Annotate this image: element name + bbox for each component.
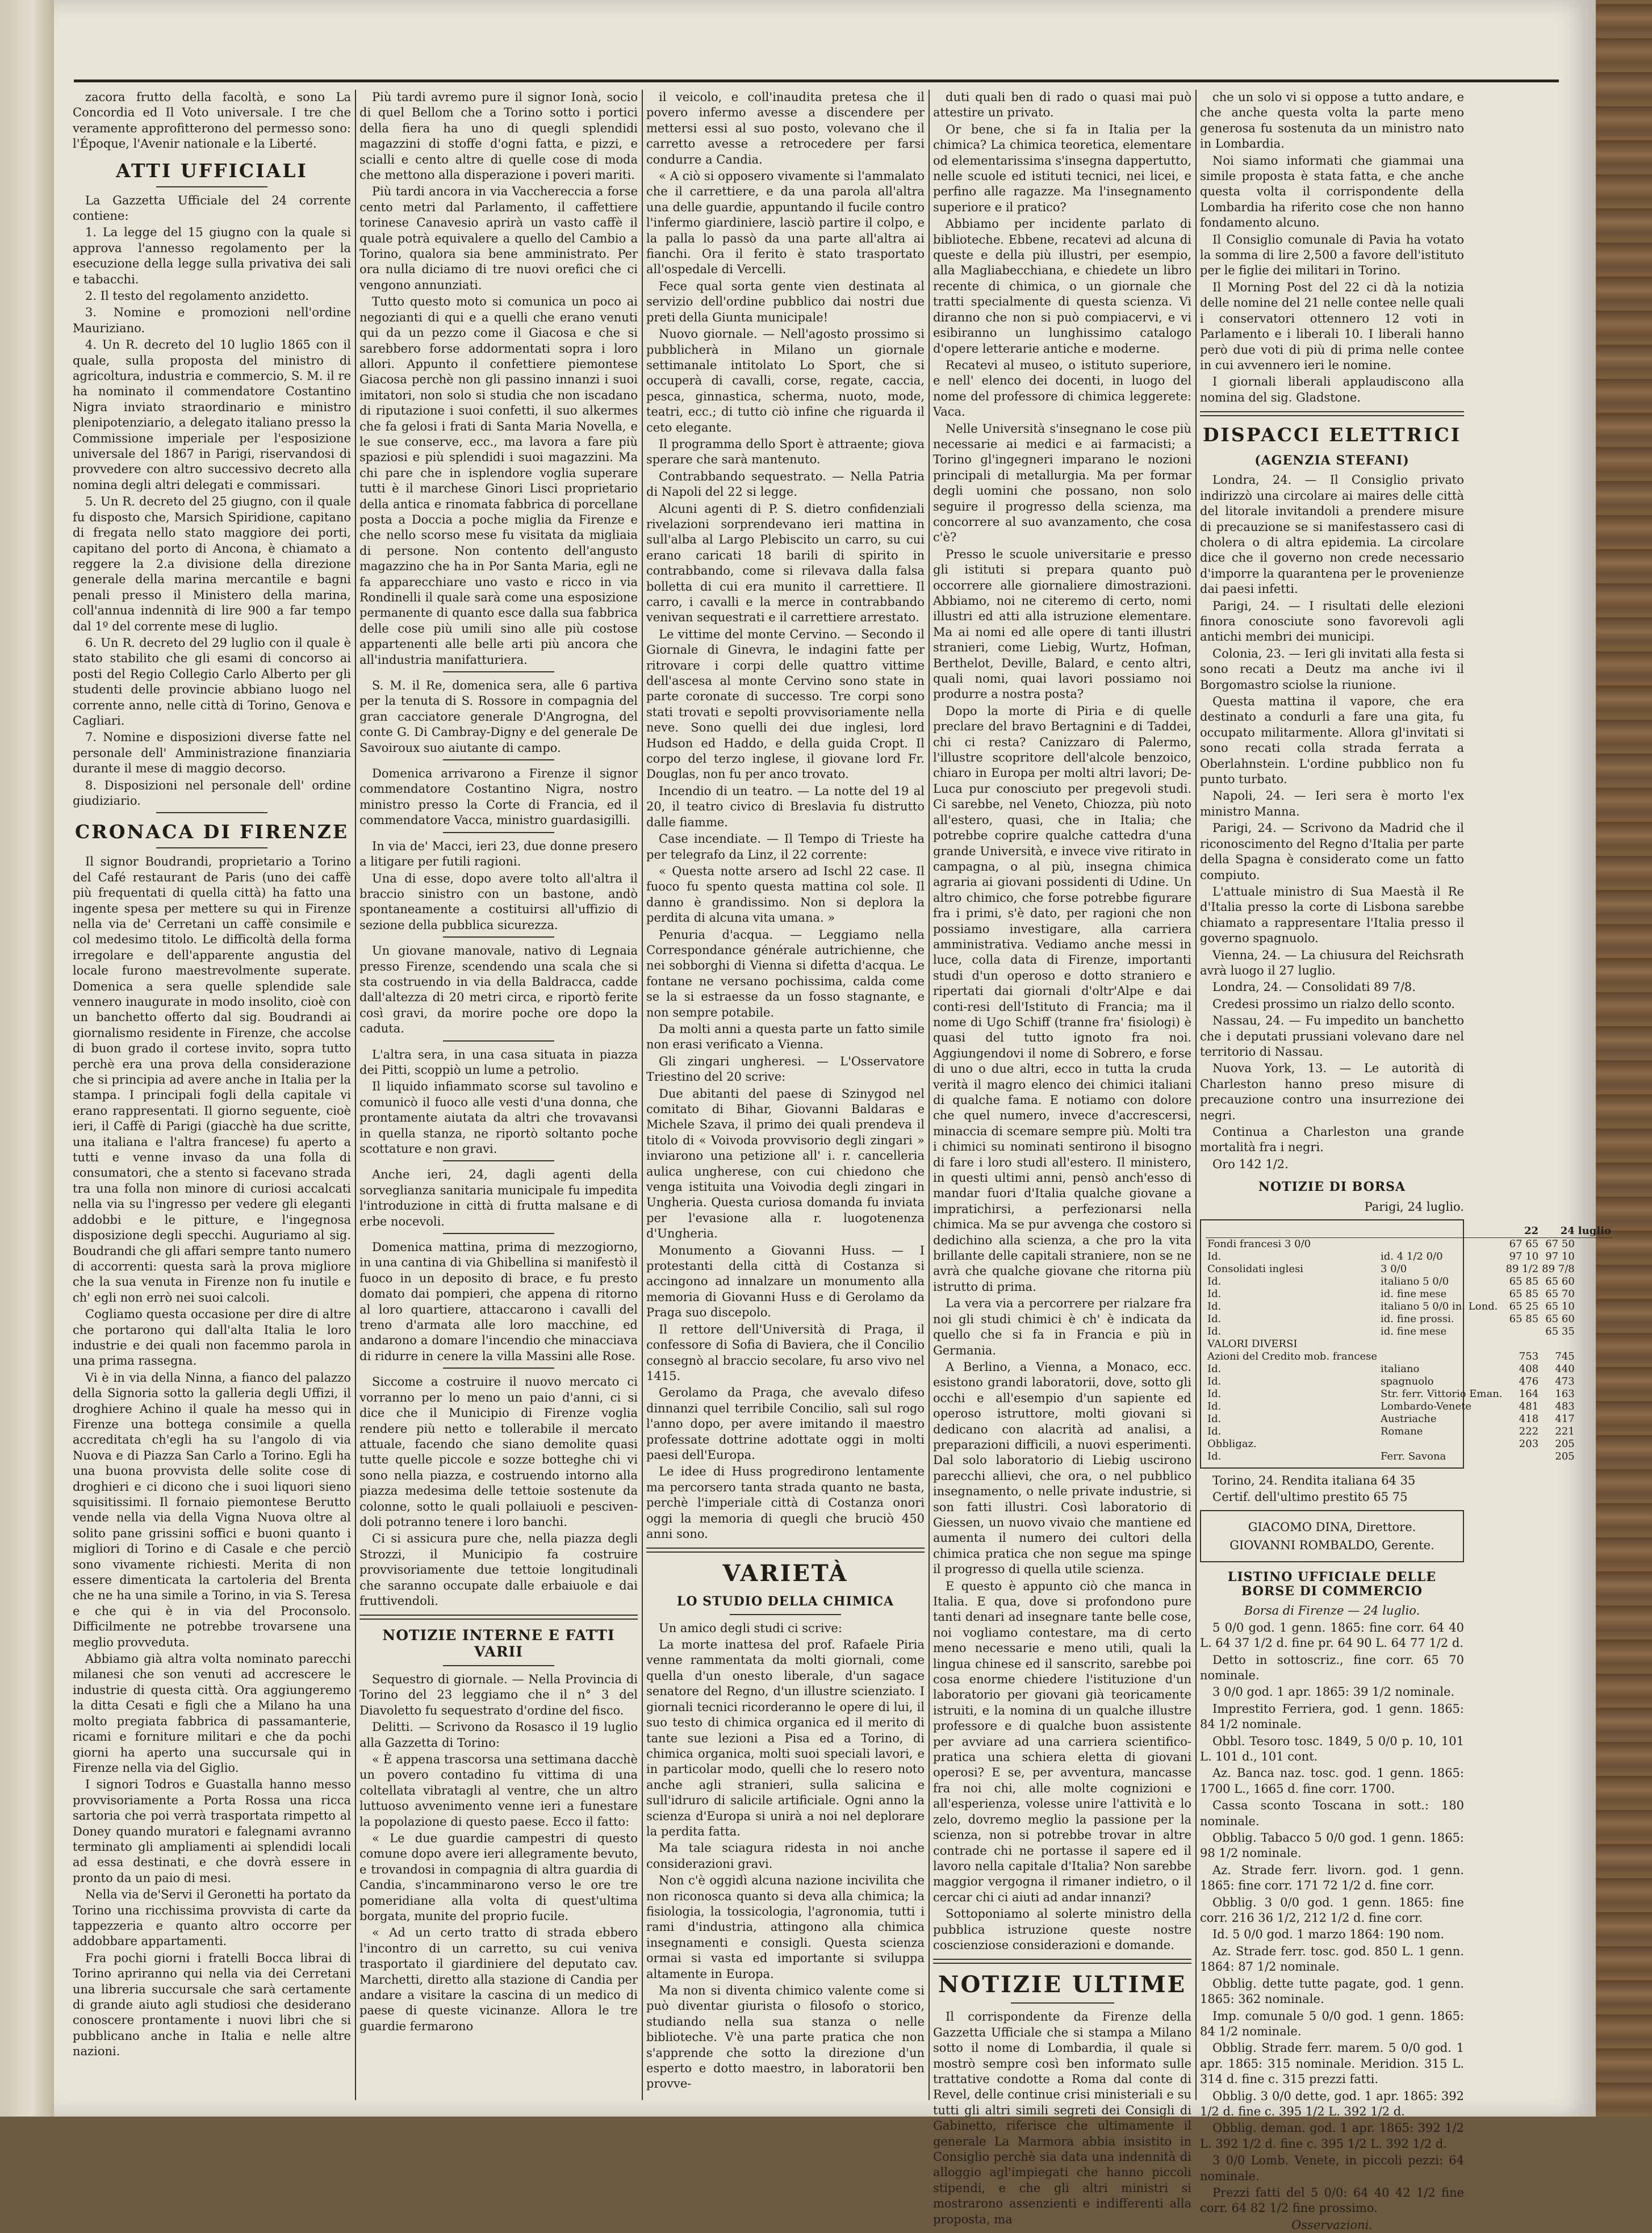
col3-paragraph: Gerolamo da Praga, che avevalo difeso dinnanzi quel terribile Concilio, salì sul rogo l'anno dopo, per avere imitando il maestro professate dottrine adottate oggi in molti paesi dell'Europa. (646, 1386, 925, 1462)
col5-paragraph: Noi siamo informati che giammai una simile proposta è stata fatta, e che anche questa volta il corrispondente della Lombardia ha riferito cose che non hanno fondamento alcuno. (1200, 153, 1464, 230)
borsa-cell: Id. (1207, 1250, 1222, 1262)
col3-paragraph: Gli zingari ungheresi. — L'Osservatore Triestino del 20 scrive: (646, 1054, 925, 1084)
section-double-rule (1200, 411, 1464, 416)
borsa-cell: 65 60 (1545, 1312, 1575, 1325)
borsa-cell: 65 25 (1509, 1300, 1539, 1312)
col4-paragraph: duti quali ben di rado o quasi mai può attestire un privato. (933, 90, 1191, 120)
borsa-row (1206, 1388, 1613, 1400)
torino-certificati: Certif. dell'ultimo prestito 65 75 (1212, 1490, 1408, 1504)
separator-rule (443, 1040, 554, 1042)
atti-item: 6. Un R. decreto del 29 luglio con il quale è stato stabilito che gli esami di concorso ai posti del Regio Collegio Carlo Alberto per gli studenti delle provincie abbiano luogo nel corrente anno, nelle città di Torino, Genova e Cagliari. (73, 635, 351, 727)
borsa-cell: Id. (1207, 1400, 1222, 1412)
listino-line: 5 0/0 god. 1 genn. 1865: fine corr. 64 40 L. 64 37 1/2 d. fine pr. 64 90 L. 64 77 1/2 d. (1200, 1620, 1464, 1650)
borsa-cell: 417 (1555, 1412, 1575, 1425)
heading-rule (730, 1614, 841, 1615)
atti-item: 3. Nomine e promozioni nell'ordine Mauriziano. (73, 306, 351, 335)
heading-rule (156, 186, 267, 187)
col2-paragraph: In via de' Macci, ieri 23, due donne presero a litigare per futili ragioni. (359, 839, 638, 869)
separator-rule (443, 936, 554, 938)
heading-rule (156, 847, 267, 848)
cronaca-paragraph: Fra pochi giorni i fratelli Bocca librai di Torino apriranno qui nella via dei Cerretani una libreria succursale che sarà certamente di grande aiuto agli studiosi che desiderano conoscere prontamente i nuovi libri che si pubblicano anche in Italia e nelle altre nazioni. (73, 1951, 351, 2059)
col3-paragraph: Monumento a Giovanni Huss. — I protestanti della città di Costanza si accingono ad innalzare un monumento alla memoria di Giovanni Huss e di Gerolamo da Praga suo discepolo. (646, 1243, 925, 1320)
col3-paragraph: Alcuni agenti di P. S. dietro confidenziali rivelazioni sorprendevano ieri mattina in sull'alba al Largo Plebiscito un carro, su cui erano caricati 18 barili di spirito in contrabbando, come si rilevava dalla falsa bolletta di cui era munito il carrettiere. Il carro, i cavalli e la merce in contrabbando venivan sequestrati e il carrettiere arrestato. (646, 501, 925, 625)
borsa-cell: 65 70 (1545, 1287, 1575, 1300)
col3-paragraph: « A ciò si opposero vivamente si l'ammalato che il carrettiere, e da una parola all'altra una delle guardie, appuntando il fucile contro l'infermo giardiniere, lasciò partire il colpo, e la palla lo passò da una parte all'altra ai fianchi. Ora il ferito è stato trasportato all'ospedale di Vercelli. (646, 169, 925, 277)
borsa-cell: 440 (1555, 1362, 1575, 1375)
cronaca-paragraph: I signori Todros e Guastalla hanno messo provvisoriamente a Porta Rossa una ricca sartoria che poi verrà trasportata rimpetto al Doney quando muratori e falegnami avranno terminato gli ampliamenti ai splendidi locali ad essa destinati, e che dovrà essere in pronto da un paio di mesi. (73, 1778, 351, 1885)
borsa-cell: id. fine mese (1381, 1287, 1447, 1300)
borsa-box (1200, 1219, 1611, 1469)
section-rule (156, 812, 267, 813)
column-divider (929, 90, 930, 2100)
col2-paragraph: Ci si assicura pure che, nella piazza degli Strozzi, il Municipio fa costruire provvisoriamente due tettoie longitudinali che saranno occupate dalle erbaiuole e dai fruttivendoli. (359, 1532, 638, 1608)
col2-paragraph: Siccome a costruire il nuovo mercato ci vorranno per lo meno un paio d'anni, ci si dice che il Municipio di Firenze voglia rendere più netto e tollerabile il mercato attuale, facendo che siano demolite quasi tutte quelle piccole e sozze botteghe chi vi sono nella piazza, e costruendo intorno alla piazza medesima delle tettoie sostenute da colonne, sotto le quali pollaiuoli e pescivendoli potranno tenere i loro banchi. (359, 1375, 638, 1529)
borsa-cell (1379, 1237, 1504, 1251)
atti-item: 8. Disposizioni nel personale dell' ordine giudiziario. (73, 778, 351, 808)
borsa-cell (1540, 1338, 1576, 1350)
borsa-cell: Id. (1207, 1275, 1222, 1287)
borsa-cell: Id. (1207, 1300, 1222, 1312)
listino-line: 3 0/0 god. 1 apr. 1865: 39 1/2 nominale. (1212, 1685, 1455, 1699)
notizie-paragraph: « Le due guardie campestri di questo comune dopo avere ieri allegramente bevuto, e trovandosi in compagnia di altra guardia di Candia, s'incamminarono verso le ore tre pomeridiane alla volta di quest'ultima borgata, munite del proprio fucile. (359, 1831, 638, 1923)
dispaccio: Questa mattina il vapore, che era destinato a condurli a fare una gita, fu occupato militarmente. Allora gl'invitati si sono recati colla strada ferrata a Oberlahnstein. L'ordine pubblico non fu punto turbato. (1200, 695, 1464, 787)
dispaccio: Nuova York, 13. — Le autorità di Charleston hanno preso misure di precauzione contro una insurrezione dei negri. (1200, 1061, 1464, 1122)
section-double-rule (359, 1615, 638, 1620)
col3-paragraph: Contrabbando sequestrato. — Nella Patria di Napoli del 22 si legge. (646, 469, 925, 499)
notizie-paragraph: Sequestro di giornale. — Nella Provincia di Torino del 23 leggiamo che il n° 3 del Diavoletto fu sequestrato d'ordine del fisco. (359, 1672, 638, 1717)
col2-paragraph: Anche ieri, 24, dagli agenti della sorveglianza sanitaria municipale fu impedita l'introduzione in città di frutta malsane e di erbe nocevoli. (359, 1168, 638, 1228)
atti-ufficiali-heading: ATTI UFFICIALI (116, 159, 308, 182)
borsa-cell: 205 (1555, 1437, 1575, 1450)
borsa-cell: 89 7/8 (1542, 1262, 1575, 1275)
col3-paragraph: Le idee di Huss progredirono lentamente ma percorsero tanta strada quanto ne basta, perchè l'imperiale città di Costanza onori oggi la memoria di quegli che bruciò 450 anni sono. (646, 1465, 925, 1541)
col3-paragraph: Un amico degli studi ci scrive: (659, 1621, 842, 1635)
borsa-cell: id. fine prossi. (1381, 1312, 1454, 1325)
borsa-cell: 221 (1555, 1425, 1575, 1437)
borsa-cell: italiano 5 0/0 (1381, 1275, 1449, 1287)
column-divider (1195, 90, 1197, 2100)
col3-paragraph: Il programma dello Sport è attraente; giova sperare che sarà mantenuto. (646, 437, 925, 467)
top-rule (74, 80, 1559, 82)
col3-paragraph: Case incendiate. — Il Tempo di Trieste ha per telegrafo da Linz, il 22 corrente: (646, 832, 925, 862)
col4-paragraph: A Berlino, a Vienna, a Monaco, ecc. esistono grandi laboratorii, dove, sotto gli occhi e all'esempio d'un sapiente ed operoso istruttore, molti giovani si dedicano con alacrità ad analisi, a preparazioni difficili, a nuovi esperimenti. Dal solo laboratorio di Liebig uscirono parecchi allievi, che ora, o nel pubblico insegnamento, o nelle private industrie, si son fatti illustri. Così laboratorio di Giessen, un nuovo vivaio che mantiene ed aumenta il numero dei cultori della chimica pratica che non segue ma spinge il progresso di quella utile scienza. (933, 1360, 1191, 1577)
borsa-header-row (1206, 1225, 1613, 1238)
atti-item: 4. Un R. decreto del 10 luglio 1865 con il quale, sulla proposta del ministro di agricoltura, industria e commercio, S. M. il re ha nominato il commendatore Costantino Nigra inviato straordinario e ministro plenipotenziario, a delegato italiano presso la Commissione imperiale per l'esposizione universale del 1867 in Parigi, riservandosi di provvedere con altro successivo decreto alla nomina degli altri delegati e commissari. (73, 338, 351, 492)
column-5 (1200, 90, 1611, 2232)
listino-line: Obblig. 3 0/0 god. 1 genn. 1865: fine corr. 216 36 1/2, 212 1/2 d. fine corr. (1200, 1895, 1464, 1925)
borsa-cell: 163 (1555, 1387, 1575, 1400)
borsa-row (1206, 1425, 1613, 1438)
borsa-cell: Id. (1207, 1287, 1222, 1300)
borsa-cell: 65 85 (1509, 1312, 1539, 1325)
col2-paragraph: L'altra sera, in una casa situata in piazza dei Pitti, scoppiò un lume a petrolio. (359, 1047, 638, 1077)
listino-line: Az. Banca naz. tosc. god. 1 genn. 1865: 1700 L., 1665 d. fine corr. 1700. (1200, 1766, 1464, 1796)
borsa-cell: 65 60 (1545, 1275, 1575, 1287)
separator-rule (443, 1160, 554, 1161)
borsa-cell: 65 10 (1545, 1300, 1575, 1312)
col3-paragraph: Ma tale sciagura ridesta in noi anche considerazioni gravi. (646, 1841, 925, 1871)
col2-paragraph: Domenica arrivarono a Firenze il signor commendatore Costantino Nigra, nostro ministro presso la Corte di Francia, ed il commendatore Vacca, ministro guardasigilli. (359, 767, 638, 827)
borsa-header-cell (1379, 1225, 1504, 1238)
borsa-row (1206, 1450, 1613, 1463)
listino-line: Obblig. Strade ferr. marem. 5 0/0 god. 1 apr. 1865: 315 nominale. Meridion. 315 L. 314 d. fine c. 315 prezzi fatti. (1200, 2041, 1464, 2086)
heading-rule (443, 1665, 554, 1666)
borsa-cell: Lombardo-Venete (1381, 1400, 1471, 1412)
borsa-row (1206, 1263, 1613, 1276)
borsa-cell: Romane (1381, 1425, 1423, 1437)
dispaccio: Colonia, 23. — Ieri gli invitati alla festa si sono recati a Deutz ma anche ivi il Borgomastro sciolse la riunione. (1200, 646, 1464, 692)
borsa-row (1206, 1251, 1613, 1263)
borsa-cell: 65 85 (1509, 1287, 1539, 1300)
col3-paragraph: Penuria d'acqua. — Leggiamo nella Correspondance générale autrichienne, che nei sobborghi di Vienna si difetta d'acqua. Le fontane ne versano pochissima, calda come se la si estraesse da un fosso stagnante, e non sempre potabile. (646, 927, 925, 1019)
borsa-cell: Id. (1207, 1387, 1222, 1400)
borsa-cell: 481 (1519, 1400, 1539, 1412)
notizie-paragraph: « È appena trascorsa una settimana dacchè un povero contadino fu vittima di una coltellata vibratagli al ventre, che un altro luttuoso avvenimento venne ieri a funestare la popolazione di questo paese. Ecco il fatto: (359, 1752, 638, 1829)
col5-paragraph: I giornali liberali applaudiscono alla nomina del sig. Gladstone. (1200, 375, 1464, 404)
borsa-cell: Consolidati inglesi (1207, 1262, 1304, 1275)
listino-line: Obblig. dette tutte pagate, god. 1 genn. 1865: 362 nominale. (1200, 1976, 1464, 2006)
heading-rule (1011, 2002, 1114, 2004)
atti-item: 7. Nomine e disposizioni diverse fatte nel personale dell' Amministrazione finanziaria durante il mese di maggio decorso. (73, 730, 351, 776)
borsa-cell (1504, 1338, 1541, 1350)
dispaccio: Continua a Charleston una grande mortalità fra i negri. (1200, 1125, 1464, 1155)
col4-paragraph: Il corrispondente da Firenze della Gazzetta Ufficiale che si stampa a Milano sotto il nome di Lombardia, il quale si mostrò sempre così ben informato sulle trattative condotte a Roma dal conte di Revel, delle continue crisi ministeriali e su tutti gli altri simili segreti dei Consigli di Gabinetto, riferisce che ultimamente il generale La Marmora abbia insistito in Consiglio perchè sia data una indennità di alloggio agl'impiegati che hanno piccoli stipendi, e che gli altri ministri si mostrarono assenzienti e indifferenti alla proposta, ma (933, 2010, 1191, 2226)
listino-heading: LISTINO UFFICIALE DELLE BORSE DI COMMERCIO (1227, 1569, 1437, 1599)
listino-line: Obblig. Tabacco 5 0/0 god. 1 genn. 1865: 98 1/2 nominale. (1200, 1831, 1464, 1860)
borsa-cell: italiano (1381, 1362, 1420, 1375)
listino-line: Imprestito Ferriera, god. 1 genn. 1865: 84 1/2 nominale. (1200, 1701, 1464, 1732)
col4-paragraph: La vera via a percorrere per rialzare fra noi gli studi chimici è ch' è indicata da quello che si fa in Francia e più in Germania. (933, 1297, 1191, 1357)
borsa-row (1206, 1413, 1613, 1425)
dispacci-heading: DISPACCI ELETTRICI (1202, 424, 1462, 446)
col2-paragraph: S. M. il Re, domenica sera, alle 6 partiva per la tenuta di S. Rossore in compagnia del gran cacciatore generale D'Angrogna, del conte G. Di Cambray-Digny e del generale De Savoiroux suo aiutante di campo. (359, 679, 638, 755)
atti-item: 5. Un R. decreto del 25 giugno, con il quale fu disposto che, Marsich Spiridione, capitano di fregata nello stato maggiore dei porti, capitano del porto di Ancona, è chiamato a reggere la 2.a divisione della direzione generale della marina mercantile e bagni penali presso il Ministero della marina, coll'annua indennità di lire 900 a far tempo dal 1º del corrente mese di luglio. (73, 495, 351, 633)
borsa-cell: Id. (1207, 1312, 1222, 1325)
column-2 (359, 90, 638, 2100)
borsa-cell (1379, 1350, 1504, 1363)
borsa-cell (1504, 1325, 1541, 1338)
cronaca-paragraph: Abbiamo già altra volta nominato parecchi milanesi che son venuti ad accrescere le industrie di questa città. Ora aggiungeremo la ditta Cesati e figli che a Milano ha una molto pregiata fabbrica di passamanterie, ricami e forniture militari e che da pochi giorni ha aperto una succursale qui in Firenze nella via del Giglio. (73, 1652, 351, 1775)
listino-line: 3 0/0 Lomb. Venete, in piccoli pezzi: 64 nominale. (1200, 2153, 1464, 2183)
borsa-cell: spagnuolo (1381, 1375, 1434, 1387)
column-divider (642, 90, 643, 2100)
atti-item: 2. Il testo del regolamento anzidetto. (85, 289, 309, 303)
col5-paragraph: che un solo vi si oppose a tutto andare, e che anche questa volta la parte meno generosa fu sostenuta da un ministro nato in Lombardia. (1200, 90, 1464, 151)
borsa-row (1206, 1237, 1613, 1251)
listino-line: Obblig. 3 0/0 dette, god. 1 apr. 1865: 392 1/2 d. fine c. 395 1/2 L. 392 1/2 d. (1200, 2089, 1464, 2118)
col3-paragraph: Le vittime del monte Cervino. — Secondo il Giornale di Ginevra, le indagini fatte per ritrovare i corpi delle quattro vittime dell'ascesa al monte Cervino sono state in parte coronate di successo. Tre corpi sono stati trovati e sepolti provvisoriamente nella neve. Sono quelli dei due inglesi, lord Hudson ed Haddo, e della guida Cropt. Il corpo del terzo inglese, il giovane lord Fr. Douglas, non fu per anco trovato. (646, 627, 925, 781)
listino-list (1200, 1620, 1464, 2217)
borsa-cell: Id. (1207, 1325, 1222, 1337)
borsa-row (1206, 1438, 1613, 1450)
borsa-row (1206, 1276, 1613, 1288)
torino-rendita: Torino, 24. Rendita italiana 64 35 (1212, 1473, 1416, 1487)
column-divider (355, 90, 356, 2100)
col5-paragraph: Il Morning Post del 22 ci dà la notizia delle nomine del 21 nelle contee nelle quali i conservatori ottennero 12 voti in Parlamento e i liberali 10. I liberali hanno però due voti di più di prima nelle contee in cui avvennero ieri le nomine. (1200, 280, 1464, 372)
cronaca-paragraph: Il signor Boudrandi, proprietario a Torino del Café restaurant de Paris (uno dei caffè più frequentati di quella città) ha fatto una ingente spesa per mettere su qui in Firenze nella via de' Cerretani un caffè consimile e col medesimo titolo. Le difficoltà della forma irregolare e dell'apparente angustia del locale furono maestrevolmente superate. Domenica a sera quelle splendide sale vennero inaugurate in modo insolito, cioè con un banchetto offerto dal sig. Boudrandi ai giornalismo residente in Firenze, che accolse di buon grado il cortese invito, sopra tutto perchè era una prova della considerazione che si principia ad avere anche in Italia per la stampa. I principali fogli della capitale vi erano rappresentati. Il giorno seguente, cioè ieri, il Caffè di Parigi (giacchè ha due scritte, una italiana e l'altra francese) fu aperto a tutti e venne invaso da una folla di consumatori, che a stento si facevano strada tra una folla non minore di curiosi accalcati nella via su l'ingresso per vedere gli eleganti addobbi e le pitture, e l'ingegnosa disposizione degli specchi. Auguriamo al sig. Boudrandi che gli affari sempre tanto numero di accorrenti: questa sarà la prova migliore che la sua venuta in Firenze non fu inutile e ch' egli non errò nei suoi calcoli. (73, 855, 351, 1304)
borsa-cell: id. 4 1/2 0/0 (1381, 1250, 1443, 1262)
listino-subheading: Borsa di Firenze — 24 luglio. (1244, 1604, 1420, 1618)
borsa-cell: 164 (1519, 1387, 1539, 1400)
borsa-table (1206, 1225, 1613, 1463)
cronaca-paragraph: Cogliamo questa occasione per dire di altre che portarono qui dall'alta Italia le loro industrie e dei quali non facemmo parola in una prima rassegna. (73, 1307, 351, 1368)
listino-line: Az. Strade ferr. tosc. god. 850 L. 1 genn. 1864: 87 1/2 nominale. (1200, 1944, 1464, 1974)
dispaccio: Nassau, 24. — Fu impedito un banchetto che i deputati prussiani volevano dare nel territorio di Nassau. (1200, 1014, 1464, 1059)
borsa-cell: 222 (1519, 1425, 1539, 1437)
col4-paragraph: Abbiamo per incidente parlato di biblioteche. Ebbene, recatevi ad alcuna di queste e della più illustri, per esempio, alla Magliabecchiana, e chiedete un libro recente di chimica, o un giornale che tratti specialmente di questa scienza. Vi diranno che non si può compiacervi, e vi esibiranno un lunghissimo catalogo d'opere letterarie antiche e moderne. (933, 217, 1191, 356)
col4-paragraph: E questo è appunto ciò che manca in Italia. E qua, dove si profondono pure tanti denari ad insegnare tante belle cose, noi vogliamo contestare, ma di certo meno necessarie e meno utili, quali la lingua chinese ed il sanscrito, sarebbe poi cosa enorme chiedere l'istituzione d'un laboratorio per giovani già teoricamente istruiti, e la nomina di un qualche illustre professore e di qualche buon assistente per avviare ad una carriera scientifico-pratica una schiera eletta di giovani operosi? E se, per avventura, mancasse fra noi chi, alle molte cognizioni e all'esperienza, volesse unire l'attività e lo zelo, dovremo meglio la passione per la scienza, non si potrebbe trovar in altre contrade chi ne portasse il sapere ed il lavoro nella capitale d'Italia? Non sarebbe maggior vergogna il rimaner indietro, o il cercar chi ci aiuti ad andar innanzi? (933, 1579, 1191, 1904)
notizie-interne-heading: NOTIZIE INTERNE E FATTI VARII (382, 1627, 615, 1661)
column-1 (73, 90, 351, 2100)
col2-paragraph: Più tardi ancora in via Vacchereccia a forse cento metri dal Parlamento, il caffettiere torinese Canavesio aprirà un vasto caffè il quale potrà equivalere a quello del Cambio a Torino, qualora sia bene amministrato. Per ora nulla diciamo di tre nuovi orefici che ci vengono annunziati. (359, 185, 638, 292)
listino-line: Id. 5 0/0 god. 1 marzo 1864: 190 nom. (1212, 1927, 1445, 1942)
dispaccio: Napoli, 24. — Ieri sera è morto l'ex ministro Manna. (1200, 789, 1464, 818)
section-double-rule (646, 1548, 925, 1553)
dispaccio: Londra, 24. — Il Consiglio privato indirizzò una circolare ai maires delle città del litorale invitandoli a prendere misure di precauzione se si manifestassero casi di cholera o di altra epidemia. La circolare dice che il governo non crede necessario d'imporre la quarantena per le provenienze dai paesi infetti. (1200, 473, 1464, 596)
borsa-cell: Id. (1207, 1412, 1222, 1425)
borsa-cell (1379, 1338, 1504, 1350)
col2-paragraph: Più tardi avremo pure il signor Ionà, socio di quel Bellom che a Torino sotto i portici della fiera ha uno di quegli splendidi magazzini di stoffe d'ogni fatta, e pizzi, e scialli e cento altre di quelle cose di moda che mettono alla disperazione i poveri mariti. (359, 90, 638, 182)
borsa-cell: Obbligaz. (1207, 1437, 1257, 1450)
dispaccio: Londra, 24. — Consolidati 89 7/8. (1212, 980, 1416, 994)
borsa-cell: 97 10 (1509, 1250, 1539, 1262)
col2-paragraph: Un giovane manovale, nativo di Legnaia presso Firenze, scendendo una scala che si sta costruendo in via della Baldracca, cadde dall'altezza di 20 metri circa, e riportò ferite così gravi, da morire poche ore dopo la caduta. (359, 944, 638, 1036)
col3-paragraph: il veicolo, e coll'inaudita pretesa che il povero infermo avesse a discendere per mettersi essi al suo posto, volevano che il carretto avesse a retrocedere per farsi condurre a Candia. (646, 90, 925, 166)
col3-paragraph: Il rettore dell'Università di Praga, il confessore di Sofia di Baviera, che il Concilio consegnò al braccio secolare, fu arso vivo nel 1415. (646, 1322, 925, 1383)
col4-paragraph: Nelle Università s'insegnano le cose più necessarie ai medici e ai farmacisti; a Torino gl'ingegneri imparano le nozioni principali di metallurgia. Ma per formar degli uomini che possano, non solo seguire il progresso della scienza, ma concorrere al suo avanzamento, che cosa c'è? (933, 421, 1191, 545)
col4-paragraph: Presso le scuole universitarie e presso gli istituti si prepara quanto può occorrere alle giornaliere dimostrazioni. Abbiamo, noi ne citeremo di certo, nomi illustri ed atti alla istruzione elementare. Ma ai nomi ed alle opere di tanti illustri stranieri, come Liebig, Wurtz, Hofman, Berthelot, Deville, Balard, e cento altri, quali nomi, quai lavori possiamo noi produrre a nostra posta? (933, 547, 1191, 701)
borsa-cell: Ferr. Savona (1381, 1450, 1446, 1462)
dispaccio: Credesi prossimo un rialzo dello sconto. (1212, 997, 1456, 1011)
listino-line: Obbl. Tesoro tosc. 1849, 5 0/0 p. 10, 101 L. 101 d., 101 cont. (1200, 1734, 1464, 1763)
manager-signature: GIOVANNI ROMBALDO, Gerente. (1229, 1538, 1434, 1552)
borsa-row (1206, 1301, 1613, 1313)
borsa-cell: Id. (1207, 1425, 1222, 1437)
notizie-ultime-heading: NOTIZIE ULTIME (938, 1971, 1187, 1998)
dispaccio: L'attuale ministro di Sua Maestà il Re d'Italia presso la corte di Lisbona sarebbe chiamato a rappresentare l'Italia presso il governo spagnuolo. (1200, 884, 1464, 946)
borsa-cell: 67 65 (1509, 1237, 1539, 1250)
dispaccio: Parigi, 24. — Scrivono da Madrid che il riconoscimento del Regno d'Italia per parte della Spagna è considerato come un fatto compiuto. (1200, 821, 1464, 882)
borsa-cell: Id. (1207, 1450, 1222, 1462)
cronaca-paragraph: Nella via de'Servi il Geronetti ha portato da Torino una ricchissima provvista di carte da tappezzeria e quanto altro occorre per addobbare appartamenti. (73, 1888, 351, 1948)
borsa-row (1206, 1375, 1613, 1388)
dispaccio: Parigi, 24. — I risultati delle elezioni finora conosciute sono favorevoli agli antichi membri dei municipi. (1200, 599, 1464, 644)
col4-paragraph: Or bene, che si fa in Italia per la chimica? La chimica teoretica, elementare od elementarissima s'insegna dappertutto, nelle scuole ed istituti tecnici, nei licei, e perfino alle ragazze. Ma l'insegnamento superiore e il pratico? (933, 122, 1191, 214)
listino-line: Prezzi fatti del 5 0/0: 64 40 42 1/2 fine corr. 64 82 1/2 fine prossimo. (1200, 2185, 1464, 2215)
col3-paragraph: Incendio di un teatro. — La notte del 19 al 20, il teatro civico di Breslavia fu distrutto dalle fiamme. (646, 784, 925, 829)
column-3 (646, 90, 925, 2100)
borsa-cell: Id. (1207, 1375, 1222, 1387)
borsa-cell (1504, 1450, 1541, 1463)
previous-page-edge (0, 0, 55, 2117)
director-signature: GIACOMO DINA, Direttore. (1248, 1520, 1416, 1534)
col3-paragraph: Due abitanti del paese di Szinygod nel comitato di Bihar, Giovanni Baldaras e Michele Szava, il primo dei quali prendeva il titolo di « Voivoda provvisorio degli zingari » inviarono una petizione all' i. r. cancelleria aulica ungherese, con cui chiedono che venga istituita una Voivodia degli zingari in Ungheria. Questa curiosa domanda fu inviata per l'evasione alla r. luogotenenza d'Ungheria. (646, 1086, 925, 1241)
cronaca-heading: CRONACA DI FIRENZE (75, 821, 349, 843)
borsa-cell: id. fine mese (1381, 1325, 1447, 1337)
borsa-cell (1379, 1438, 1504, 1450)
notizie-borsa-heading: NOTIZIE DI BORSA (1258, 1180, 1406, 1195)
col4-paragraph: Dopo la morte di Piria e di quelle preclare del bravo Bertagnini e di Taddei, chi ci resta? Canizzaro di Palermo, l'illustre scopritore dell'alcole benzoico, chiaro in Europa per molti altri lavori; De-Luca pur conosciuto per pregevoli studi. Ci sarebbe, nel Veneto, Chiozza, più noto all'estero, quasi, che in Italia; che potrebbe coprire qualche cattedra d'una grande Università, e invece vive ritirato in campagna, o al più, insegna chimica agraria ai giovani possidenti di Udine. Un altro chimico, che forse potrebbe figurare fra i primi, s'è dato, per ragioni che non possiamo investigare, alla carriera amministrativa. Vediamo anche messi in luce, colla data di Firenze, importanti studi d'un operoso e dotto straniero e ripertati dai giornali d'oltr'Alpe e dai conti-resi dell'Istituto di Francia; ma il nome di Ugo Schiff (tranne fra' fisiologi) è quasi del tutto ignoto fra noi. Aggiungendovi il nome di Sobrero, e forse di uno o due altri, ecco in tutta la cruda verità il magro elenco dei chimici italiani di qualche fama. E notiamo con dolore che quel numero, invece d'accrescersi, minaccia di scemare sempre più. Molti tra i chimici su nominati sentirono il bisogno di fare i loro studi all'estero. Il ministero, in questi ultimi anni, pensò anch'esso di mandar fuori d'Italia qualche giovane a impratichirsi, a perfezionarsi nella chimica. Ma se pur avvenga che costoro si dedichino alla scienza, a che pro la vita brillante delle capitali straniere, non se ne avrà che qualche giovane che ritorna più istrutto di prima. (933, 704, 1191, 1294)
listino-line: Cassa sconto Toscana in sott.: 180 nominale. (1200, 1799, 1464, 1828)
col3-paragraph: Fece qual sorta gente vien destinata al servizio dell'ordine pubblico dai nostri due preti della Giunta municipale! (646, 279, 925, 324)
signature-box (1200, 1510, 1464, 1562)
notizie-paragraph: « Ad un certo tratto di strada ebbero l'incontro di un carretto, su cui veniva trasportato il giardiniere del deputato cav. Marchetti, diretto alla stazione di Candia per andare a visitare la cascina di un medico di paese di queste vicinanze. Allora le tre guardie fermarono (359, 1926, 638, 2033)
borsa-cell: 67 50 (1545, 1237, 1575, 1250)
atti-item: 1. La legge del 15 giugno con la quale si approva l'annesso regolamento per la esecuzione della legge sulla privativa dei sali e tabacchi. (73, 225, 351, 286)
borsa-cell: 753 (1519, 1350, 1539, 1362)
dispaccio: Vienna, 24. — La chiusura del Reichsrath avrà luogo il 27 luglio. (1200, 948, 1464, 977)
book-binding (1596, 0, 1652, 2117)
borsa-cell: Str. ferr. Vittorio Eman. (1381, 1387, 1503, 1400)
col1-intro: zacora frutto della facoltà, e sono La Concordia ed Il Voto universale. I tre che veramente approfitterono del permesso sono: l'Époque, l'Avenir nationale e la Liberté. (73, 90, 351, 151)
borsa-cell: 65 35 (1545, 1325, 1575, 1337)
borsa-cell: 473 (1555, 1375, 1575, 1387)
borsa-cell: Fondi francesi 3 0/0 (1207, 1237, 1311, 1250)
listino-line: Obblig. deman. god. 1 apr. 1865: 392 1/2 L. 392 1/2 d. fine c. 395 1/2 L. 392 1/2 d. (1200, 2121, 1464, 2151)
col3-paragraph: La morte inattesa del prof. Rafaele Piria venne rammentata da molti giornali, come quella d'un onesto liberale, d'un sagace senatore del Regno, d'un illustre scienziato. I giornali tecnici ricorderanno le opere di lui, il suo testo di chimica organica ed il merito di tante sue lezioni a Pisa ed a Torino, di chimica organica, molti suoi speciali lavori, e in particolar modo, quelli che lo resero noto anche agli stranieri, sulla salicina e sull'idruro di salicile artificiale. Ogni anno la scienza d'Europa si unirà a noi nel deplorare la perdita fatta. (646, 1638, 925, 1838)
agenzia-stefani-subheading: (AGENZIA STEFANI) (1254, 453, 1410, 469)
col4-paragraph: Recatevi al museo, o istituto superiore, e nell' elenco dei docenti, in luogo del nome del professore di chimica leggerete: Vaca. (933, 358, 1191, 419)
col3-paragraph: Ma non si diventa chimico valente come si può diventar giurista o filosofo o storico, studiando nella sua stanza o nelle biblioteche. V'è una parte pratica che non s'apprende che sotto la direzione d'un esperto e dotto maestro, in laboratorii ben provve- (646, 1984, 925, 2091)
osservazioni-label: Osservazioni. (1291, 2218, 1373, 2232)
separator-rule (443, 1233, 554, 1234)
borsa-cell: 476 (1519, 1375, 1539, 1387)
col2-paragraph: Una di esse, dopo avere tolto all'altra il braccio sinistro con un bastone, andò spontaneamente a costituirsi all'uffizio di sezione della pubblica sicurezza. (359, 871, 638, 932)
borsa-header-cell: 24 (1540, 1225, 1576, 1238)
borsa-row (1206, 1400, 1613, 1413)
borsa-cell: 205 (1555, 1450, 1575, 1462)
borsa-cell: 65 85 (1509, 1275, 1539, 1287)
borsa-row (1206, 1350, 1613, 1363)
borsa-cell: 203 (1519, 1437, 1539, 1450)
borsa-row (1206, 1288, 1613, 1301)
atti-intro: La Gazzetta Ufficiale del 24 corrente contiene: (73, 193, 351, 223)
borsa-cell: 408 (1519, 1362, 1539, 1375)
separator-rule (443, 671, 554, 672)
borsa-row (1206, 1363, 1613, 1375)
col3-paragraph: Da molti anni a questa parte un fatto simile non erasi verificato a Vienna. (646, 1022, 925, 1052)
borsa-cell: 3 0/0 (1381, 1262, 1407, 1275)
col3-paragraph: « Questa notte arsero ad Ischl 22 case. Il fuoco fu spento questa mattina col sole. Il danno è grandissimo. Non si deplora la perdita di alcuna vita umana. » (646, 864, 925, 925)
listino-line: Imp. comunale 5 0/0 god. 1 genn. 1865: 84 1/2 nominale. (1200, 2009, 1464, 2038)
studio-chimica-subheading: LO STUDIO DELLA CHIMICA (676, 1594, 894, 1609)
borsa-cell: italiano 5 0/0 in. Lond. (1381, 1300, 1498, 1312)
col3-paragraph: Non c'è oggidì alcuna nazione incivilita che non riconosca quanto si deva alla chimica; la fisiologia, la tossicologia, l'agronomia, tutti i rami d'industria, attingono alla chimica insegnamenti e consigli. Questa scienza ormai si vasta ed importante si sviluppa altamente in Europa. (646, 1874, 925, 1981)
col3-paragraph: Nuovo giornale. — Nell'agosto prossimo si pubblicherà in Milano un giornale settimanale intitolato Lo Sport, che si occuperà di cavalli, corse, regate, caccia, pesca, ginnastica, scherma, nuoto, mode, teatri, ecc.; di tutto ciò infine che riguarda il ceto elegante. (646, 327, 925, 434)
borsa-cell: Azioni del Credito mob. francese (1207, 1350, 1377, 1362)
col5-paragraph: Il Consiglio comunale di Pavia ha votato la somma di lire 2,500 a favore dell'istituto per le figlie dei militari in Torino. (1200, 232, 1464, 278)
borsa-cell: Austriache (1381, 1412, 1437, 1425)
col2-paragraph: Tutto questo moto si comunica un poco ai negozianti di qui e a quelli che erano venuti qui da un pezzo come il Giacosa e che si sarebbero forse addormentati sopra i loro allori. Appunto il confettiere piemontese Giacosa perchè non gli passino innanzi i suoi imitatori, non solo si studia che non iscadano di riputazione i suoi confetti, il suo alkermes che fa gelosi i frati di Santa Maria Novella, e le sue conserve, ecc., ma lavora a fare più spaziosi e più splendidi i suoi magazzini. Ma chi pare che in isplendore voglia superare tutti è il marchese Ginori Lisci proprietario della antica e rinomata fabbrica di porcellane posta a Doccia a poche miglia da Firenze e che nello scorso mese fu visitata da migliaia di persone. Non contento dell'angusto magazzino che ha in Por Santa Maria, egli ne fa apparecchiare uno vasto e ricco in via Rondinelli il quale sarà come una esposizione permanente di quanto esce dalla sua fabbrica delle cose più umili sino alle più costose appartenenti alle belle arti più ancora che all'industria manifatturiera. (359, 295, 638, 667)
dispaccio: Oro 142 1/2. (1212, 1157, 1289, 1171)
separator-rule (443, 832, 554, 833)
borsa-header-cell (1206, 1225, 1379, 1238)
borsa-cell: 745 (1555, 1350, 1575, 1362)
separator-rule (443, 1368, 554, 1369)
separator-rule (443, 759, 554, 760)
borsa-cell: Id. (1207, 1362, 1222, 1375)
col4-paragraph: Sottoponiamo al solerte ministro della pubblica istruzione queste nostre coscienziose considerazioni e domande. (933, 1907, 1191, 1952)
borsa-cell: 89 1/2 (1505, 1262, 1539, 1275)
column-4 (933, 90, 1191, 2226)
borsa-row (1206, 1313, 1613, 1325)
borsa-cell: 483 (1555, 1400, 1575, 1412)
col2-paragraph: Il liquido infiammato scorse sul tavolino e comunicò il fuoco alle vesti d'una donna, che prontamente aiutata da altri che trovavansi in quella stanza, ne riportò soltanto poche scottature e non gravi. (359, 1080, 638, 1156)
borsa-cell: 97 10 (1545, 1250, 1575, 1262)
borsa-date: Parigi, 24 luglio. (1364, 1199, 1464, 1214)
col2-paragraph: Domenica mattina, prima di mezzogiorno, in una cantina di via Ghibellina si manifestò il fuoco in un deposito di brace, e fu presto domato dai pompieri, che appena di ritorno al loro quartiere, attaccarono i cavalli del treno d'armata alle loro macchine, ed andarono a domare l'incendio che minacciava di ridurre in cenere la villa Massini alle Rose. (359, 1240, 638, 1363)
borsa-header-cell: luglio (1576, 1225, 1613, 1238)
borsa-header-cell: 22 (1504, 1225, 1541, 1238)
borsa-row (1206, 1338, 1613, 1350)
listino-line: Detto in sottoscriz., fine corr. 65 70 nominale. (1200, 1653, 1464, 1682)
cronaca-paragraph: Vi è in via della Ninna, a fianco del palazzo della Signoria sotto la galleria degli Uffizi, il droghiere Achino il quale ha messo qui in Firenze una bottega consimile a quella accreditata ch'egli ha su l'angolo di via Nuova e di Piazza San Carlo a Torino. Egli ha una buona provvista delle solite cose di droghieri e ci dicono che i suoi liquori sieno squisitissimi. Il fornaio piemontese Berutto vende nella via della Vigna Nuova oltre al solito pane grissini soffici e buoni quanto i migliori di Torino e di Casale e che perciò sono vivamente richiesti. Merita di non essere dimenticata la cartoleria del Brenta che ne ha una simile a Torino, in via S. Teresa e che qui è in via del Proconsolo. Difficilmente ne potrebbe trovarsene una meglio provveduta. (73, 1370, 351, 1649)
borsa-cell: VALORI DIVERSI (1207, 1337, 1298, 1350)
borsa-cell: 418 (1519, 1412, 1539, 1425)
borsa-row (1206, 1325, 1613, 1338)
varieta-heading: VARIETÀ (722, 1560, 848, 1587)
listino-line: Az. Strade ferr. livorn. god. 1 genn. 1865: fine corr. 171 72 1/2 d. fine corr. (1200, 1863, 1464, 1893)
section-double-rule (933, 1959, 1191, 1964)
notizie-paragraph: Delitti. — Scrivono da Rosasco il 19 luglio alla Gazzetta di Torino: (359, 1720, 638, 1750)
